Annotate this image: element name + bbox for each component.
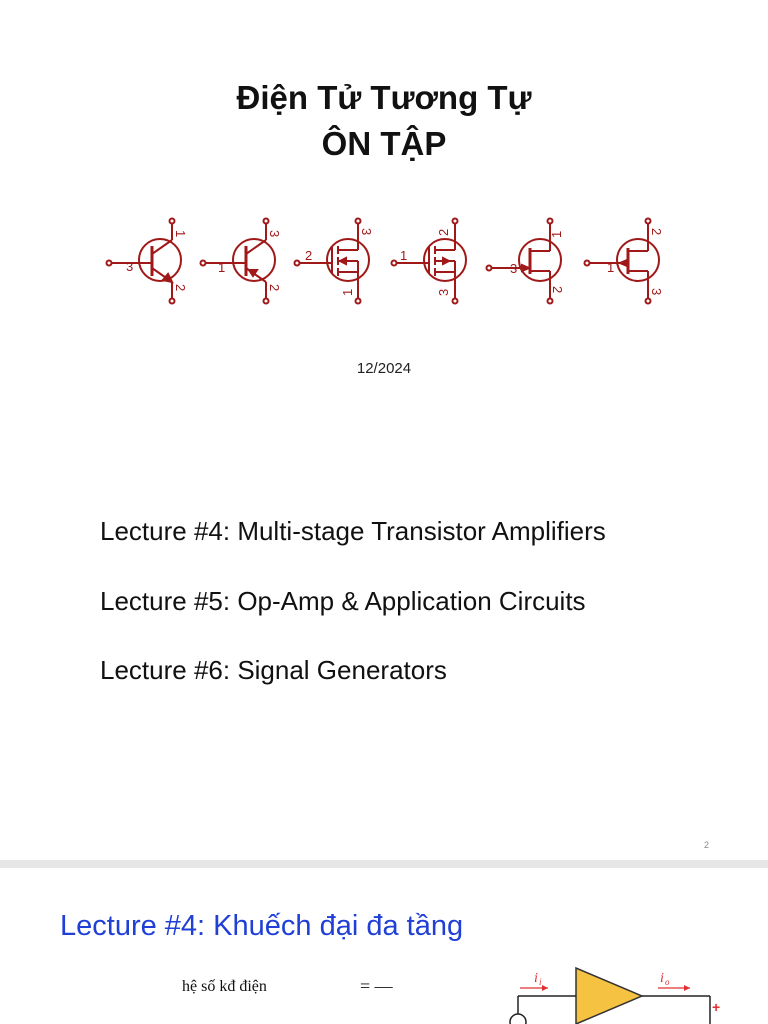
arrow-icon (684, 985, 690, 991)
pin-label: 1 (340, 288, 355, 296)
date-label: 12/2024 (356, 360, 412, 377)
formula-label: hệ số kđ điện (182, 978, 267, 995)
pin-label: 3 (510, 261, 518, 276)
lecture-item: Lecture #6: Signal Generators (100, 655, 447, 685)
svg-text:i: i (534, 971, 538, 986)
npn-bjt-icon (107, 219, 182, 304)
slide-title: Lecture #4: Khuếch đại đa tầng (60, 910, 464, 942)
arrow-icon (542, 985, 548, 991)
pin-label: 3 (126, 259, 134, 274)
pin-label: 2 (550, 286, 565, 294)
slide-title-line1: Điện Tử Tương Tự (236, 79, 532, 116)
pin-label: 2 (173, 284, 188, 292)
page-number: 2 (704, 840, 710, 850)
pin-label: 3 (359, 228, 374, 236)
pin-label: 3 (436, 288, 451, 296)
slide-title-line2: ÔN TẬP (321, 125, 447, 162)
svg-text:o: o (665, 977, 670, 987)
slide-2 (0, 868, 768, 1024)
pin-label: 1 (218, 260, 226, 275)
lecture-item: Lecture #5: Op-Amp & Application Circuits (100, 586, 586, 616)
pin-label: 3 (649, 288, 664, 296)
pin-label: 2 (649, 228, 664, 236)
p-jfet-icon (585, 219, 660, 304)
pin-label: 1 (607, 260, 615, 275)
pin-label: 2 (267, 284, 282, 292)
formula-equation: = — (360, 976, 393, 996)
source-icon (510, 1014, 526, 1024)
svg-text:i: i (539, 977, 542, 987)
svg-text:+: + (712, 999, 721, 1015)
pnp-bjt-icon (201, 219, 276, 304)
transistor-symbols (100, 210, 670, 310)
pin-label: 1 (549, 230, 564, 238)
opamp-circuit-diagram (480, 964, 740, 1024)
pin-label: 2 (436, 228, 451, 236)
pin-label: 2 (305, 248, 313, 263)
opamp-icon (576, 968, 642, 1024)
pin-label: 1 (173, 230, 188, 238)
pin-label: 1 (400, 248, 408, 263)
lecture-item: Lecture #4: Multi-stage Transistor Amplifiers (100, 516, 606, 546)
pin-label: 3 (267, 230, 282, 238)
svg-text:i: i (660, 971, 664, 986)
